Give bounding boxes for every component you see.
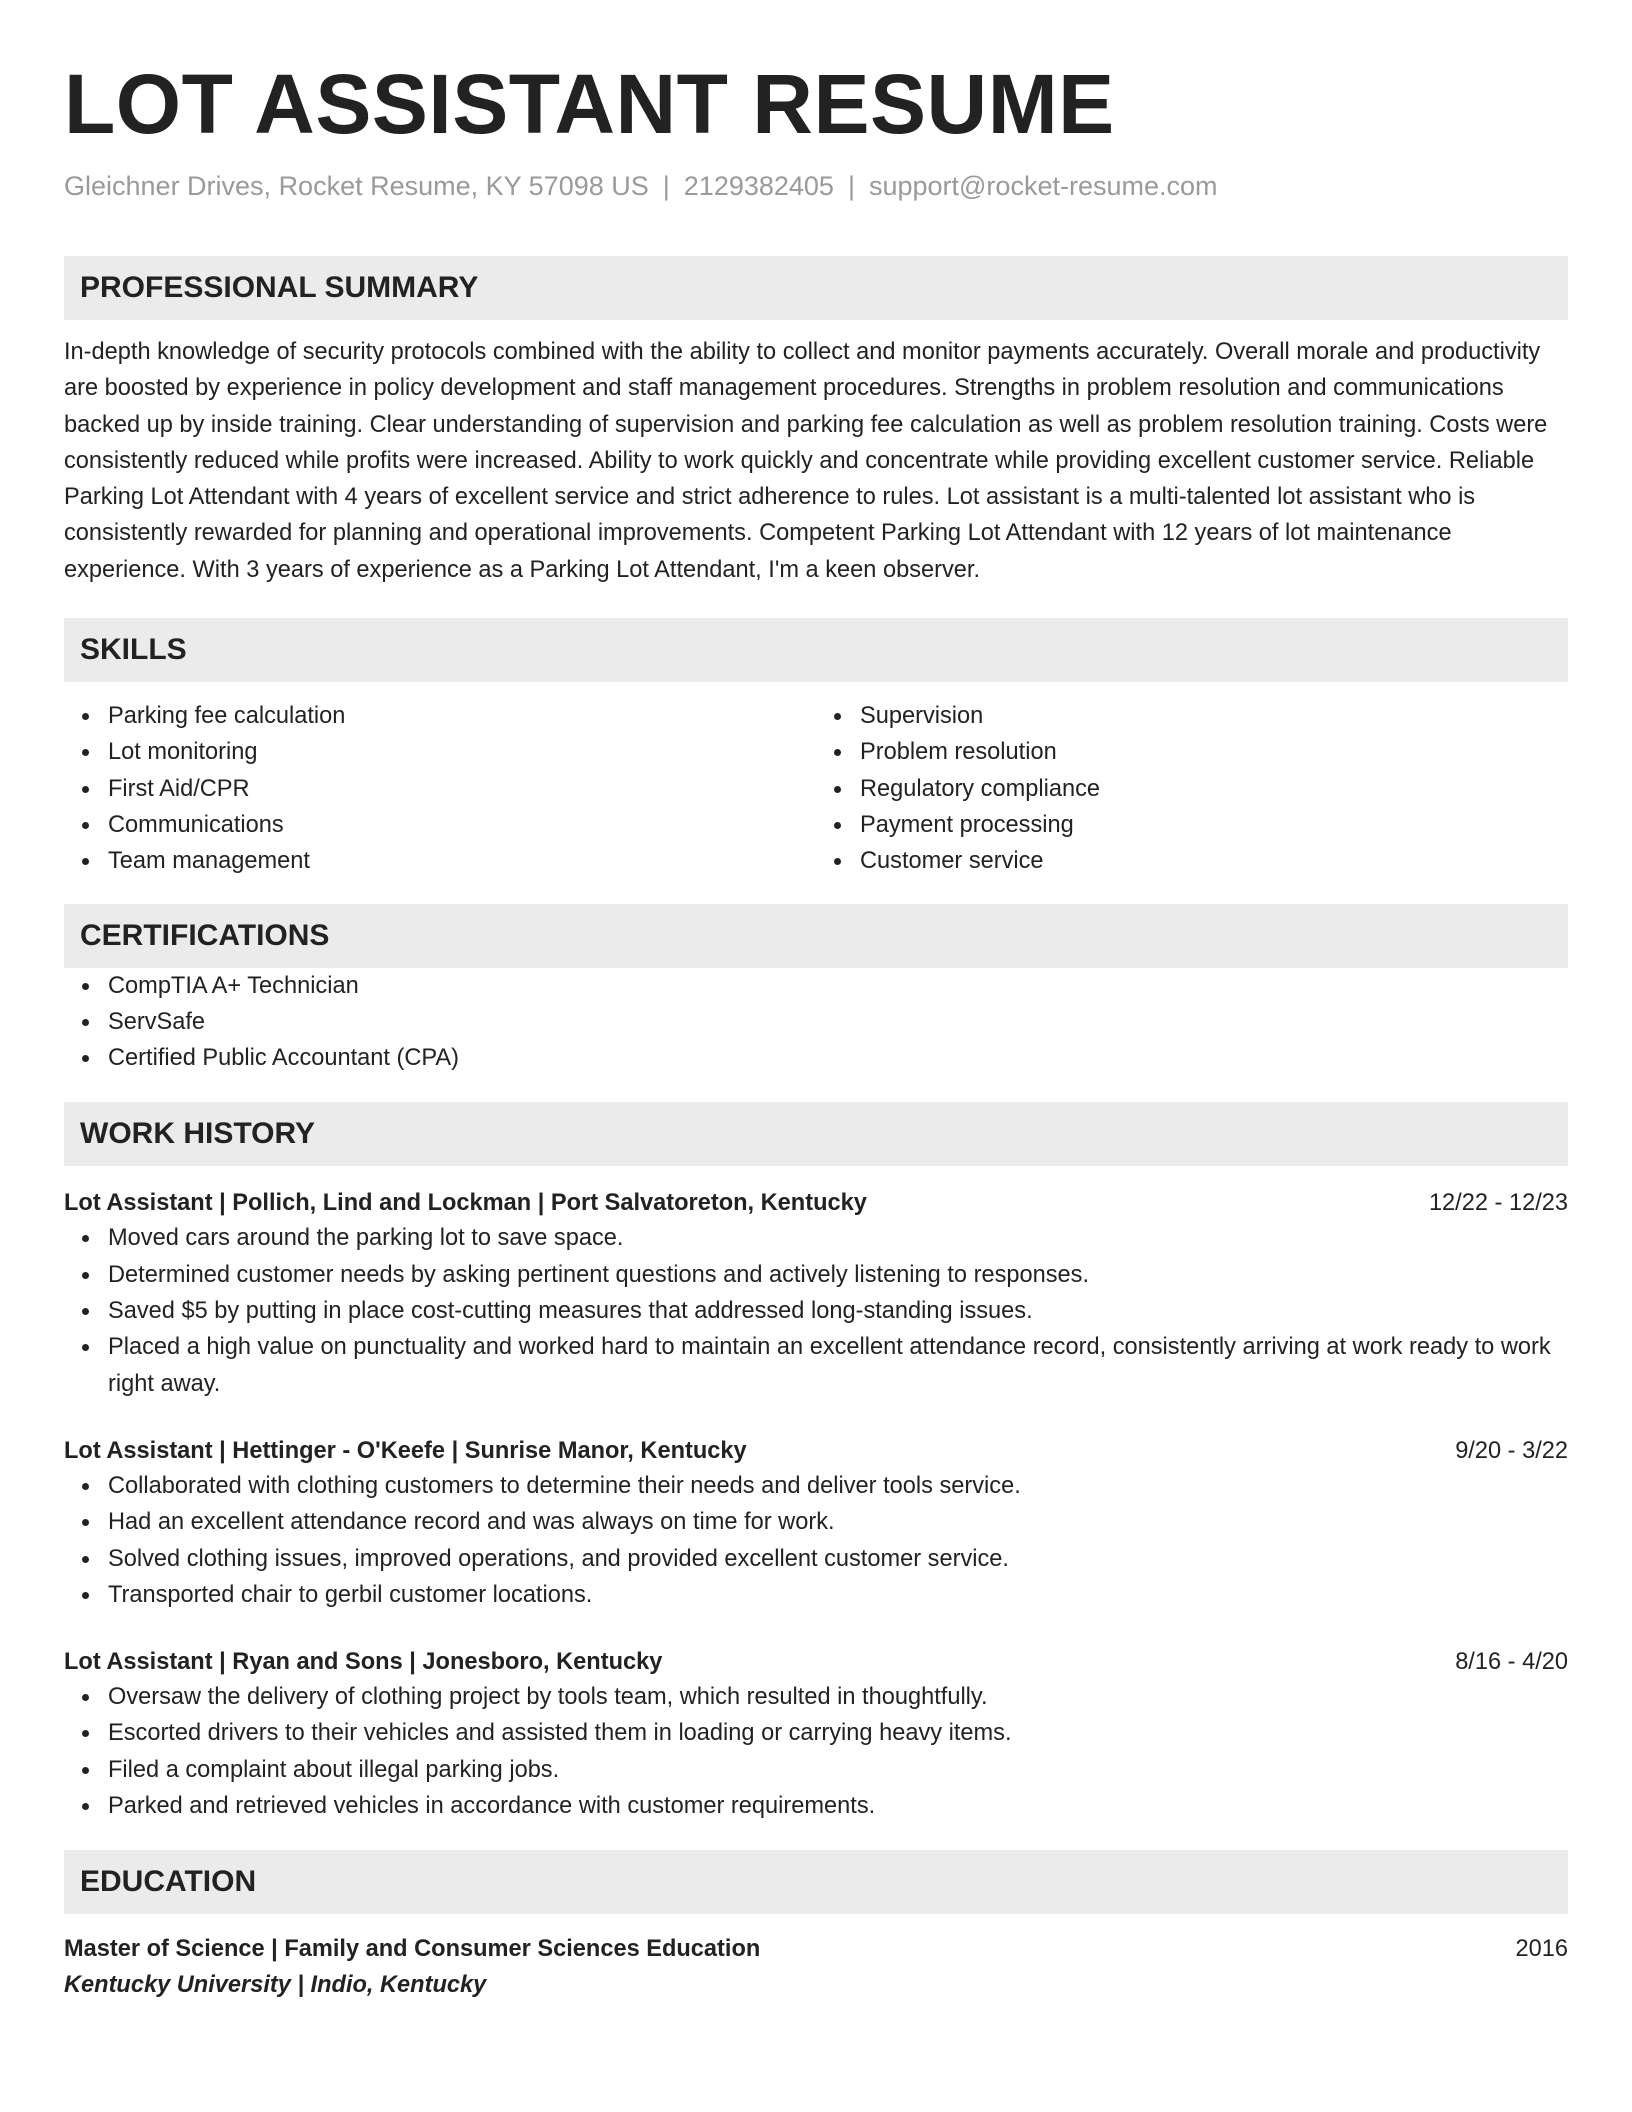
job-bullet: Determined customer needs by asking pertinent questions and actively listening to responses.: [64, 1257, 1568, 1293]
job-bullet: Filed a complaint about illegal parking jobs.: [64, 1752, 1568, 1788]
job-entry: [64, 1645, 1568, 1824]
job-bullet: Transported chair to gerbil customer locations.: [64, 1577, 1568, 1613]
job-title: Lot Assistant | Ryan and Sons | Jonesboro, Kentucky: [64, 1649, 663, 1676]
contact-phone: 2129382405: [683, 171, 834, 201]
job-bullet: Escorted drivers to their vehicles and assisted them in loading or carrying heavy items.: [64, 1715, 1568, 1751]
contact-separator: |: [662, 171, 670, 201]
job-entry: [64, 1434, 1568, 1613]
job-bullet: Placed a high value on punctuality and worked hard to maintain an excellent attendance record, consistently arriving at work ready to work right away.: [64, 1329, 1568, 1402]
job-dates: 9/20 - 3/22: [1455, 1437, 1568, 1464]
certifications-list: [64, 968, 1568, 1077]
education-header: [64, 1932, 1568, 1966]
job-title: Lot Assistant | Pollich, Lind and Lockman | Port Salvatoreton, Kentucky: [64, 1190, 867, 1217]
contact-email: support@rocket-resume.com: [868, 171, 1218, 201]
job-header: [64, 1186, 1568, 1220]
job-bullet: Had an excellent attendance record and was always on time for work.: [64, 1504, 1568, 1540]
contact-line: [64, 168, 1568, 204]
skills-list-right: [816, 698, 1568, 879]
summary-text: In-depth knowledge of security protocols combined with the ability to collect and monitor payments accurately. Overall morale and productivity are boosted by experience in policy development and staff management procedures. Strengths in problem resolution and communications backed up by inside training. Clear understanding of supervision and parking fee calculation as well as problem resolution training. Costs were consistently reduced while profits were increased. Ability to work quickly and concentrate while providing excellent customer service. Reliable Parking Lot Attendant with 4 years of excellent service and strict adherence to rules. Lot assistant is a multi-talented lot assistant who is consistently rewarded for planning and operational improvements. Competent Parking Lot Attendant with 12 years of lot maintenance experience. With 3 years of experience as a Parking Lot Attendant, I'm a keen observer.: [64, 339, 1548, 583]
section-header-certifications: CERTIFICATIONS: [64, 904, 1568, 968]
certification-item: Certified Public Accountant (CPA): [64, 1040, 1568, 1076]
job-header: [64, 1645, 1568, 1679]
skill-item: First Aid/CPR: [64, 771, 816, 807]
job-bullet: Oversaw the delivery of clothing project by tools team, which resulted in thoughtfully.: [64, 1679, 1568, 1715]
education-entry: [64, 1932, 1568, 2004]
education-school: Kentucky University | Indio, Kentucky: [64, 1972, 487, 1999]
job-bullet: Solved clothing issues, improved operations, and provided excellent customer service.: [64, 1541, 1568, 1577]
resume-title: LOT ASSISTANT RESUME: [64, 57, 1115, 151]
job-bullet: Parked and retrieved vehicles in accordance with customer requirements.: [64, 1788, 1568, 1824]
job-bullet: Moved cars around the parking lot to save space.: [64, 1220, 1568, 1256]
skill-item: Customer service: [816, 843, 1568, 879]
job-header: [64, 1434, 1568, 1468]
skills-list-left: [64, 698, 816, 879]
job-dates: 8/16 - 4/20: [1455, 1649, 1568, 1676]
education-degree: Master of Science | Family and Consumer Sciences Education: [64, 1936, 761, 1963]
skill-item: Team management: [64, 843, 816, 879]
skill-item: Lot monitoring: [64, 734, 816, 770]
job-bullets: [64, 1679, 1568, 1824]
job-bullets: [64, 1468, 1568, 1613]
job-dates: 12/22 - 12/23: [1428, 1190, 1568, 1217]
job-bullets: [64, 1220, 1568, 1401]
job-entry: [64, 1186, 1568, 1401]
job-bullet: Collaborated with clothing customers to determine their needs and deliver tools service.: [64, 1468, 1568, 1504]
skill-item: Communications: [64, 807, 816, 843]
section-header-skills: SKILLS: [64, 618, 1568, 682]
section-header-work-history: WORK HISTORY: [64, 1102, 1568, 1166]
skill-item: Payment processing: [816, 807, 1568, 843]
section-header-education: EDUCATION: [64, 1850, 1568, 1914]
certification-item: CompTIA A+ Technician: [64, 968, 1568, 1004]
skill-item: Regulatory compliance: [816, 771, 1568, 807]
skill-item: Problem resolution: [816, 734, 1568, 770]
education-year: 2016: [1515, 1936, 1568, 1963]
section-header-summary: PROFESSIONAL SUMMARY: [64, 256, 1568, 320]
skill-item: Supervision: [816, 698, 1568, 734]
skill-item: Parking fee calculation: [64, 698, 816, 734]
contact-separator: |: [847, 171, 855, 201]
job-title: Lot Assistant | Hettinger - O'Keefe | Sunrise Manor, Kentucky: [64, 1437, 747, 1464]
job-bullet: Saved $5 by putting in place cost-cutting measures that addressed long-standing issues.: [64, 1293, 1568, 1329]
contact-address: Gleichner Drives, Rocket Resume, KY 57098 US: [64, 171, 649, 201]
certification-item: ServSafe: [64, 1004, 1568, 1040]
skills-columns: [64, 698, 1568, 879]
